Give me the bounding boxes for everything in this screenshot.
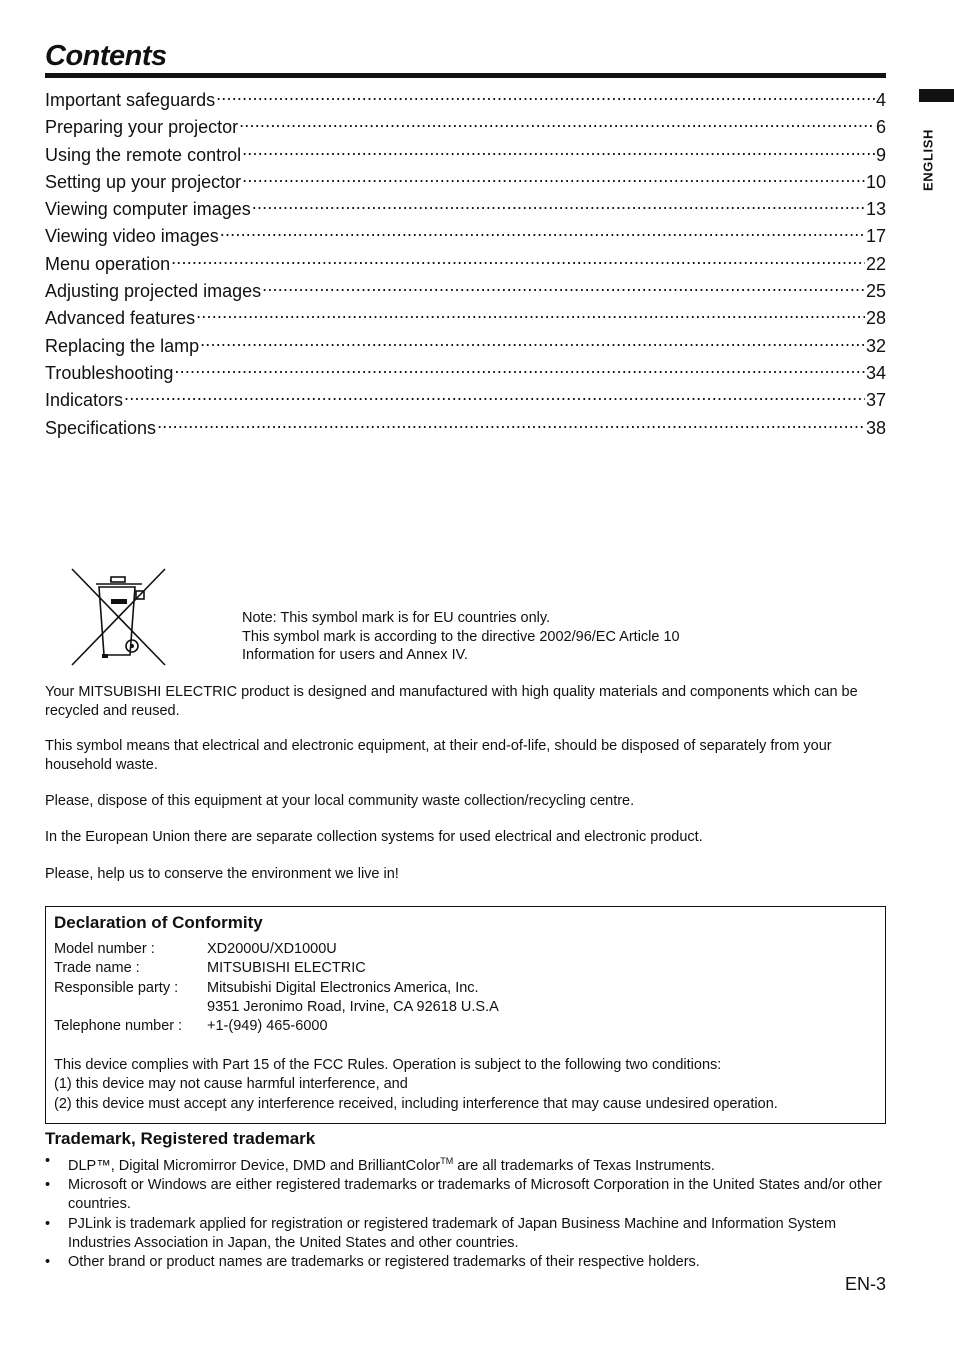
dot-leader xyxy=(196,306,865,324)
trademark-superscript: TM xyxy=(440,1156,454,1166)
dot-leader xyxy=(216,88,875,106)
toc-item-label: Important safeguards xyxy=(45,90,216,110)
toc-item-page: 32 xyxy=(865,335,886,356)
toc-item-page: 38 xyxy=(865,417,886,438)
toc-item-label: Menu operation xyxy=(45,253,171,274)
responsible-party-value: Mitsubishi Digital Electronics America, Inc. xyxy=(207,980,479,996)
language-side-label xyxy=(918,129,938,191)
model-number-row xyxy=(54,940,337,959)
note-line: This symbol mark is according to the directive 2002/96/EC Article 10 xyxy=(242,628,680,645)
toc-item-page: 37 xyxy=(865,390,886,411)
toc-item-label: Indicators xyxy=(45,390,124,411)
weee-paragraph: Your MITSUBISHI ELECTRIC product is designed and manufactured with high quality materials and components which can be recycled and reused. xyxy=(45,684,858,719)
toc-item[interactable] xyxy=(45,387,886,414)
dot-leader xyxy=(174,361,865,379)
dot-leader xyxy=(262,279,865,297)
toc-item[interactable] xyxy=(45,169,886,196)
telephone-label: Telephone number : xyxy=(54,1018,183,1034)
toc-item-page: 4 xyxy=(875,90,886,110)
trademark-item xyxy=(45,1215,890,1254)
toc-item-page: 9 xyxy=(875,144,886,165)
toc-item[interactable] xyxy=(45,87,886,114)
toc-item-label: Setting up your projector xyxy=(45,171,242,192)
crossed-out-wheelie-bin-icon xyxy=(70,567,167,667)
toc-item-page: 6 xyxy=(875,117,886,138)
fcc-line: This device complies with Part 15 of the FCC Rules. Operation is subject to the following two conditions: xyxy=(54,1057,722,1073)
toc-item-page: 13 xyxy=(865,199,886,220)
table-of-contents xyxy=(45,87,886,442)
dot-leader xyxy=(239,115,875,133)
model-number-label: Model number : xyxy=(54,941,155,957)
weee-note xyxy=(242,609,680,665)
toc-item[interactable] xyxy=(45,223,886,250)
dot-leader xyxy=(252,197,865,215)
weee-paragraph: This symbol means that electrical and electronic equipment, at their end-of-life, should be disposed of separately from your household waste. xyxy=(45,738,832,773)
trademark-item xyxy=(45,1152,890,1176)
trademark-item-text: Other brand or product names are trademarks or registered trademarks of their respective holders. xyxy=(68,1254,700,1271)
trademark-item-text: PJLink is trademark applied for registration or registered trademark of Japan Business Machine and Information System Industries Association in Japan, the United States and other countries. xyxy=(68,1215,837,1252)
telephone-value: +1-(949) 465-6000 xyxy=(207,1018,328,1034)
toc-item-label: Specifications xyxy=(45,417,157,438)
dot-leader xyxy=(220,224,865,242)
model-number-value: XD2000U/XD1000U xyxy=(207,941,337,957)
bullet-marker: • xyxy=(45,1215,51,1232)
fcc-line: (1) this device may not cause harmful interference, and xyxy=(54,1076,408,1093)
side-tab-bar xyxy=(919,89,954,102)
toc-item[interactable] xyxy=(45,114,886,141)
page-title: Contents xyxy=(45,40,167,72)
telephone-row xyxy=(54,1017,328,1036)
trademark-item xyxy=(45,1176,890,1215)
bullet-marker: • xyxy=(45,1177,51,1194)
toc-item-label: Using the remote control xyxy=(45,144,242,165)
note-line: Note: This symbol mark is for EU countries only. xyxy=(242,610,551,626)
toc-item-label: Replacing the lamp xyxy=(45,335,200,356)
dot-leader xyxy=(242,170,865,188)
toc-item-label: Preparing your projector xyxy=(45,117,239,138)
responsible-party-row xyxy=(54,979,479,998)
toc-item-label: Troubleshooting xyxy=(45,362,174,383)
toc-item-page: 28 xyxy=(865,308,886,329)
toc-item-page: 10 xyxy=(865,171,886,192)
trademark-item-text: Microsoft or Windows are either registered trademarks or trademarks of Microsoft Corporation in the United States and/or other countries. xyxy=(68,1177,882,1213)
trade-name-row xyxy=(54,959,366,978)
toc-item-page: 22 xyxy=(865,253,886,274)
trade-name-value: MITSUBISHI ELECTRIC xyxy=(207,960,366,976)
toc-item-page: 34 xyxy=(865,362,886,383)
trademark-title: Trademark, Registered trademark xyxy=(45,1129,316,1148)
toc-item[interactable] xyxy=(45,278,886,305)
trademark-item-text: DLP™, Digital Micromirror Device, DMD and BrilliantColor xyxy=(68,1157,441,1174)
page-number: EN-3 xyxy=(844,1274,886,1294)
toc-item-label: Adjusting projected images xyxy=(45,281,262,302)
toc-item-label: Advanced features xyxy=(45,308,196,329)
toc-item[interactable] xyxy=(45,142,886,169)
trade-name-label: Trade name : xyxy=(54,960,140,976)
title-rule xyxy=(45,73,886,78)
toc-item-page: 25 xyxy=(865,281,886,302)
trademark-item xyxy=(45,1253,890,1272)
fcc-statement xyxy=(54,1056,778,1114)
trademark-item-text: are all trademarks of Texas Instruments. xyxy=(453,1157,715,1174)
dot-leader xyxy=(171,252,865,270)
toc-item-page: 17 xyxy=(865,226,886,247)
toc-item[interactable] xyxy=(45,251,886,278)
dot-leader xyxy=(200,334,865,352)
toc-item-label: Viewing computer images xyxy=(45,199,251,220)
toc-item[interactable] xyxy=(45,305,886,332)
dot-leader xyxy=(157,416,865,434)
responsible-party-label: Responsible party : xyxy=(54,980,179,996)
declaration-title: Declaration of Conformity xyxy=(54,913,263,932)
trademark-list xyxy=(45,1152,890,1273)
toc-item[interactable] xyxy=(45,415,886,442)
bullet-marker: • xyxy=(45,1153,51,1169)
toc-item[interactable] xyxy=(45,196,886,223)
language-label-text: ENGLISH xyxy=(920,129,936,191)
weee-paragraph: Please, dispose of this equipment at your local community waste collection/recycling centre. xyxy=(45,793,635,809)
toc-item[interactable] xyxy=(45,360,886,387)
note-line: Information for users and Annex IV. xyxy=(242,647,468,663)
dot-leader xyxy=(124,388,865,406)
toc-item-label: Viewing video images xyxy=(45,226,219,247)
toc-item[interactable] xyxy=(45,333,886,360)
responsible-party-address: 9351 Jeronimo Road, Irvine, CA 92618 U.S.A xyxy=(207,999,499,1015)
declaration-of-conformity-box xyxy=(45,906,886,1124)
weee-paragraph: Please, help us to conserve the environment we live in! xyxy=(45,866,399,882)
weee-paragraph: In the European Union there are separate collection systems for used electrical and electronic product. xyxy=(45,829,703,845)
bullet-marker: • xyxy=(45,1254,51,1271)
fcc-line: (2) this device must accept any interference received, including interference that may cause undesired operation. xyxy=(54,1095,778,1112)
dot-leader xyxy=(242,143,875,161)
